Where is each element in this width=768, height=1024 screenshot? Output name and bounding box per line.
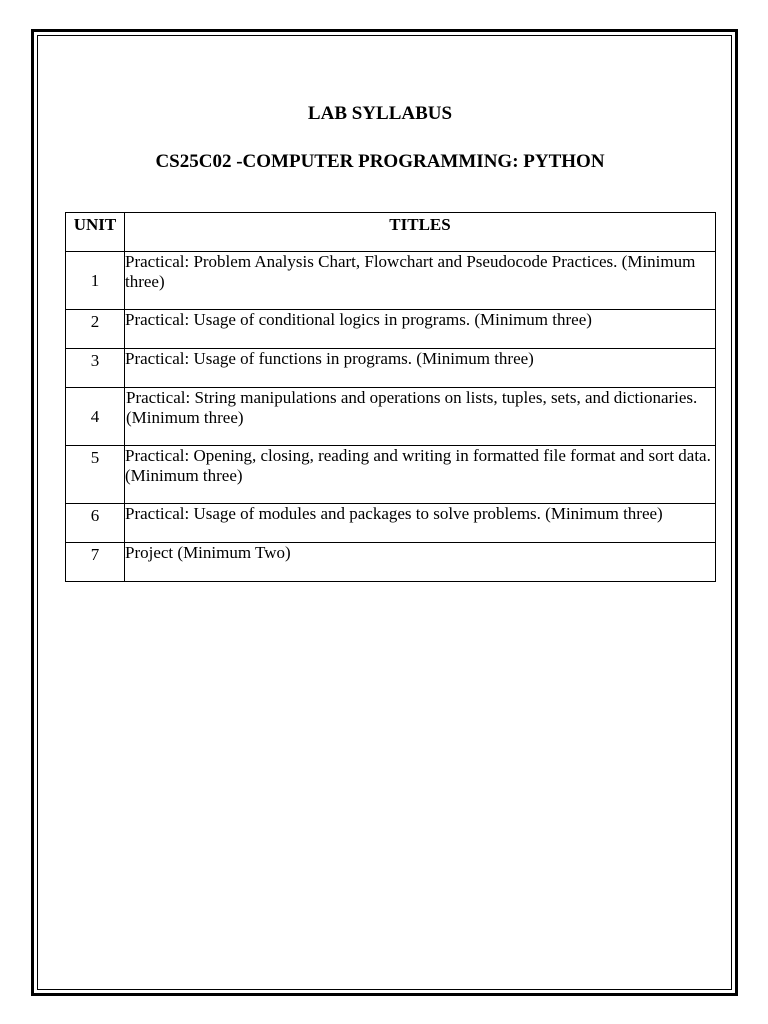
unit-number: 3: [66, 349, 125, 388]
table-row: [66, 504, 716, 543]
unit-number: 7: [66, 543, 125, 582]
syllabus-heading: LAB SYLLABUS: [307, 103, 453, 124]
unit-title: Practical: Usage of conditional logics in programs. (Minimum three): [125, 310, 716, 349]
unit-column-header: UNIT: [66, 213, 125, 252]
unit-number: 4: [66, 388, 125, 446]
unit-number: 6: [66, 504, 125, 543]
unit-title: Practical: Usage of modules and packages to solve problems. (Minimum three): [125, 504, 716, 543]
unit-title: Project (Minimum Two): [125, 543, 716, 582]
syllabus-table: [65, 212, 716, 582]
unit-number: 1: [66, 252, 125, 310]
table-row: [66, 388, 716, 446]
table-row: [66, 543, 716, 582]
table-header-row: [66, 213, 716, 252]
unit-title: Practical: Usage of functions in programs. (Minimum three): [125, 349, 716, 388]
unit-number: 5: [66, 446, 125, 504]
titles-column-header: TITLES: [125, 213, 716, 252]
unit-title: Practical: Problem Analysis Chart, Flowchart and Pseudocode Practices. (Minimum three): [125, 252, 716, 310]
table-row: [66, 252, 716, 310]
unit-title: Practical: Opening, closing, reading and writing in formatted file format and sort data. (Minimum three): [125, 446, 716, 504]
table-row: [66, 349, 716, 388]
table-row: [66, 446, 716, 504]
unit-number: 2: [66, 310, 125, 349]
unit-title: Practical: String manipulations and operations on lists, tuples, sets, and dictionaries. (Minimum three): [125, 388, 716, 446]
course-title: CS25C02 -COMPUTER PROGRAMMING: PYTHON: [155, 151, 605, 172]
table-row: [66, 310, 716, 349]
